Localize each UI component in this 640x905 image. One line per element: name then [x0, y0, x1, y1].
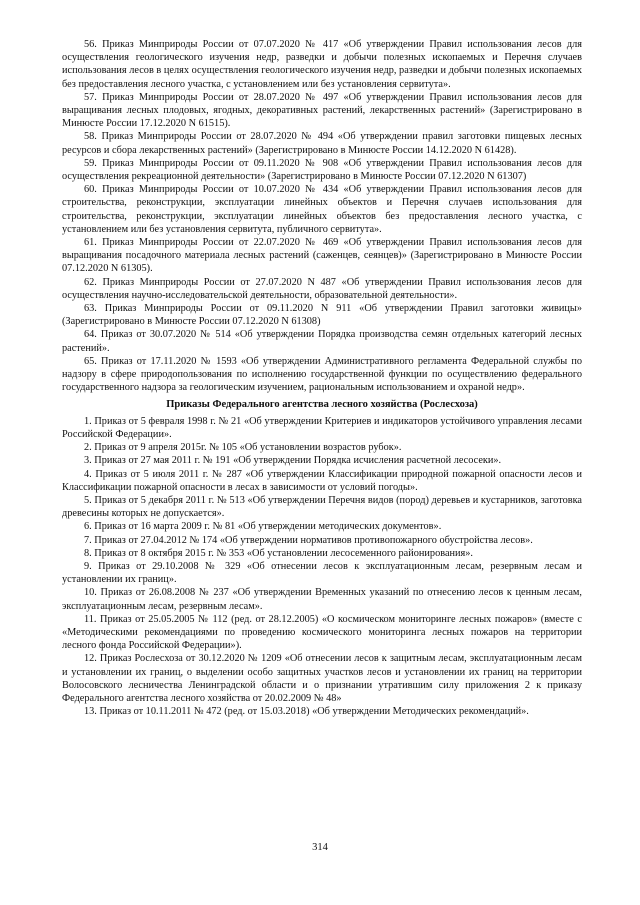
page-number: 314 [312, 842, 328, 853]
list-item: 5. Приказ от 5 декабря 2011 г. № 513 «Об утверждении Перечня видов (пород) деревьев и кустарников, заготовка древесины которых не допускается». [62, 494, 582, 520]
list-item: 57. Приказ Минприроды России от 28.07.2020 № 497 «Об утверждении Правил использования лесов для выращивания лесных плодовых, ягодных, декоративных растений, лекарственных растений» (Зарегистрировано в Минюсте России 17.12.2020 N 61515). [62, 91, 582, 130]
list-item: 12. Приказ Рослесхоза от 30.12.2020 № 1209 «Об отнесении лесов к защитным лесам, эксплуатационным лесам и установлении их границ, о выделении особо защитных участков лесов и установлении их границ на территории Волосовского лесничества Ленинградской области и о признании утратившим силу приложения 2 к приказу Федерального агентства лесного хозяйства от 20.02.2009 № 48» [62, 653, 582, 704]
rosleshoz-orders-list [62, 415, 582, 719]
list-item: 59. Приказ Минприроды России от 09.11.2020 № 908 «Об утверждении Правил использования лесов для осуществления рекреационной деятельности» (Зарегистрировано в Минюсте России 07.12.2020 N 61307) [62, 157, 582, 183]
list-item: 11. Приказ от 25.05.2005 № 112 (ред. от 28.12.2005) «О космическом мониторинге лесных пожаров» (вместе с «Методическими рекомендациями по проведению космического мониторинга лесных пожаров на территории лесного фонда Российской Федерации»). [62, 613, 582, 652]
list-item: 62. Приказ Минприроды России от 27.07.2020 N 487 «Об утверждении Правил использования лесов для осуществления научно-исследовательской деятельности, образовательной деятельности». [62, 276, 582, 301]
list-item: 8. Приказ от 8 октября 2015 г. № 353 «Об установлении лесосеменного районирования». [84, 547, 474, 559]
list-item: 7. Приказ от 27.04.2012 № 174 «Об утверждении нормативов противопожарного обустройства лесов». [84, 534, 533, 546]
list-item: 65. Приказ от 17.11.2020 № 1593 «Об утверждении Административного регламента Федеральной службы по надзору в сфере природопользования по исполнению государственной функции по осуществлению федерального государственного надзора за геологическим изучением, рациональным использованием и охраной недр». [62, 355, 582, 394]
list-item: 13. Приказ от 10.11.2011 № 472 (ред. от 15.03.2018) «Об утверждении Методических рекомендаций». [84, 706, 529, 718]
list-item: 58. Приказ Минприроды России от 28.07.2020 № 494 «Об утверждении правил заготовки пищевых лесных ресурсов и сбора лекарственных растений» (Зарегистрировано в Минюсте России 14.12.2020 N 61428). [62, 131, 582, 156]
list-item: 10. Приказ от 26.08.2008 № 237 «Об утверждении Временных указаний по отнесению лесов к ценным лесам, эксплуатационным лесам, резервным лесам». [62, 587, 582, 612]
list-item: 9. Приказ от 29.10.2008 № 329 «Об отнесении лесов к эксплуатационным лесам, резервным лесам и установлении их границ». [62, 560, 582, 586]
list-item: 63. Приказ Минприроды России от 09.11.2020 N 911 «Об утверждении Правил заготовки живицы» (Зарегистрировано в Минюсте России 07.12.2020 N 61308) [62, 303, 582, 328]
list-item: 6. Приказ от 16 марта 2009 г. № 81 «Об утверждении методических документов». [84, 521, 442, 533]
list-item: 2. Приказ от 9 апреля 2015г. № 105 «Об установлении возрастов рубок». [84, 442, 402, 454]
list-item: 56. Приказ Минприроды России от 07.07.2020 № 417 «Об утверждении Правил использования лесов для осуществления геологического изучения недр, разведки и добычи полезных ископаемых и Перечня случаев использования лесов в целях осуществления геологического изучения недр, разведки и добычи полезных ископаемых без предоставления лесного участка, с установлением или без установления сервитута». [62, 39, 582, 90]
list-item: 60. Приказ Минприроды России от 10.07.2020 № 434 «Об утверждении Правил использования лесов для строительства, реконструкции, эксплуатации линейных объектов и Перечня случаев использования для строительства, реконструкции, эксплуатации линейных объектов без предоставления лесного участка, с установлением или без установления сервитута, публичного сервитута». [62, 184, 582, 235]
list-item: 4. Приказ от 5 июля 2011 г. № 287 «Об утверждении Классификации природной пожарной опасности лесов и Классификации пожарной опасности в лесах в зависимости от условий погоды». [62, 468, 582, 493]
list-item: 1. Приказ от 5 февраля 1998 г. № 21 «Об утверждении Критериев и индикаторов устойчивого управления лесами Российской Федерации». [62, 415, 582, 440]
ministry-orders-list [62, 38, 582, 394]
section-heading: Приказы Федерального агентства лесного хозяйства (Рослесхоза) [166, 399, 478, 411]
list-item: 61. Приказ Минприроды России от 22.07.2020 № 469 «Об утверждении Правил использования лесов для выращивания посадочного материала лесных растений (саженцев, сеянцев)» (Зарегистрировано в Минюсте России 07.12.2020 N 61305). [62, 237, 582, 275]
list-item: 64. Приказ от 30.07.2020 № 514 «Об утверждении Порядка производства семян отдельных категорий лесных растений». [62, 329, 582, 354]
list-item: 3. Приказ от 27 мая 2011 г. № 191 «Об утверждении Порядка исчисления расчетной лесосеки». [84, 455, 502, 467]
